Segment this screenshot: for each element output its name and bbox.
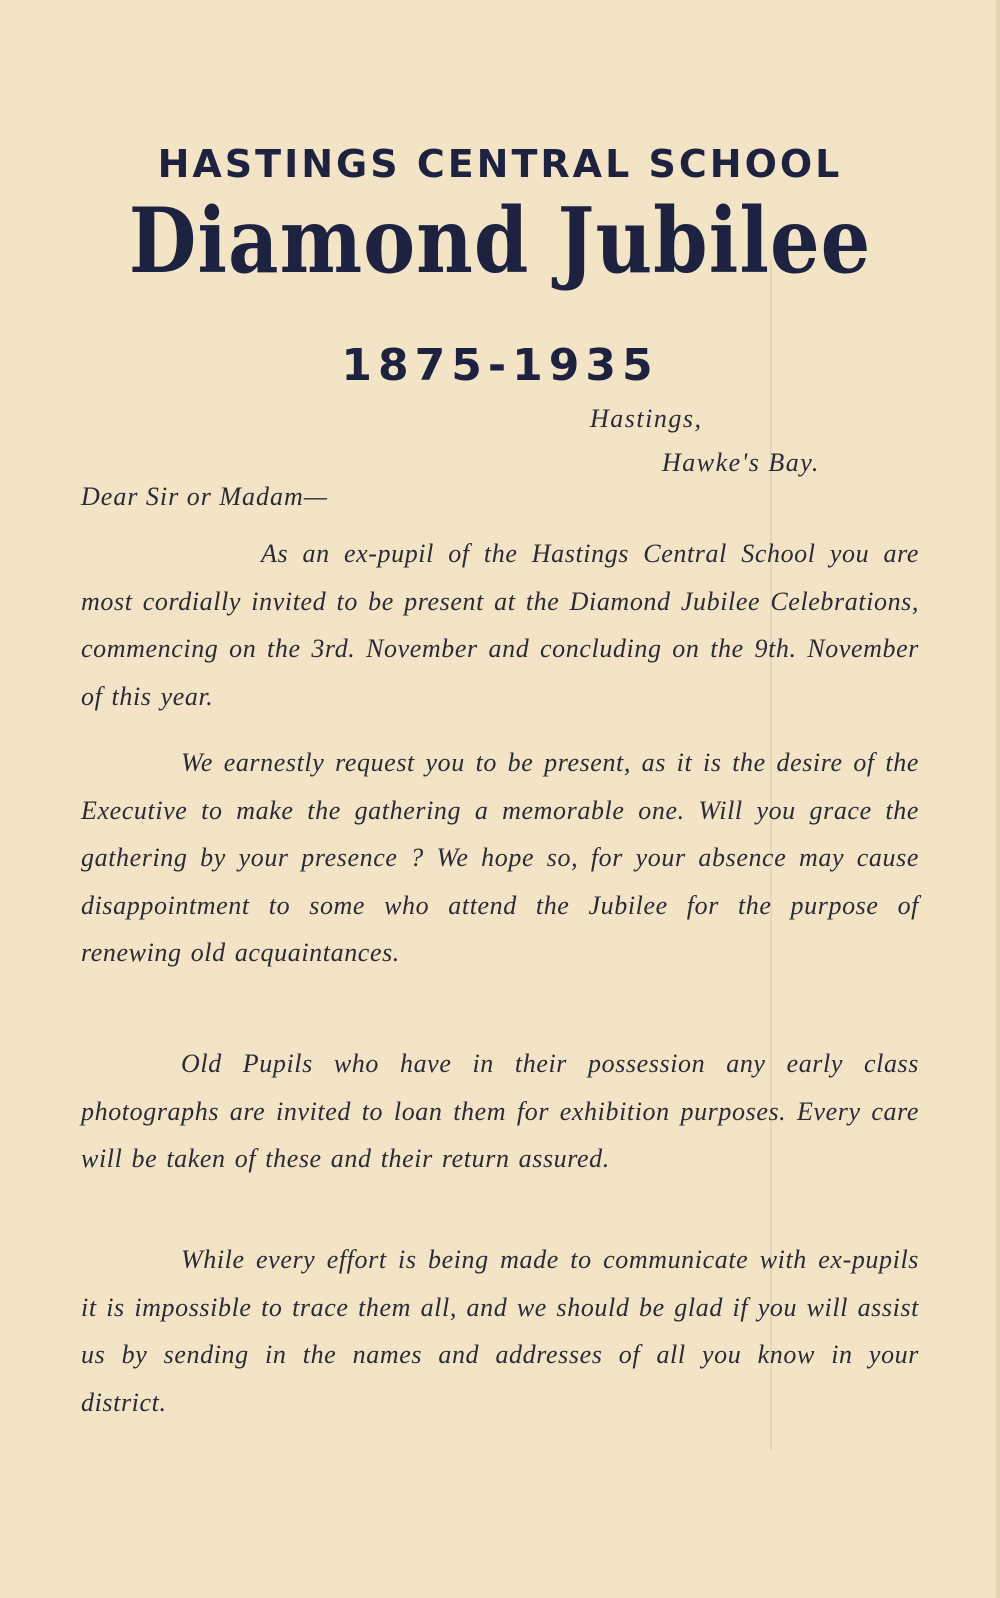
jubilee-years: 1875-1935 <box>341 340 659 391</box>
address-region: Hawke's Bay. <box>662 448 820 477</box>
paragraph-photographs: Old Pupils who have in their possession any early class photographs are invited to loan them for exhibition purposes. Every care will be taken of these and their return assured. <box>81 1049 919 1173</box>
salutation: Dear Sir or Madam— <box>81 482 328 511</box>
paragraph-invitation: As an ex-pupil of the Hastings Central School you are most cordially invited to be present at the Diamond Jubilee Celebrations, commencing on the 3rd. November and concluding on the 9th. November of this year. <box>81 539 919 711</box>
school-name-heading: HASTINGS CENTRAL SCHOOL <box>157 142 843 186</box>
address-town: Hastings, <box>590 404 703 433</box>
paragraph-request: We earnestly request you to be present, as it is the desire of the Executive to make the gathering a memorable one. Will you grace the gathering by your presence ? We hope so, for your absence may cause disappointment to some who attend the Jubilee for the purpose of renewing old acquaintances. <box>81 748 919 967</box>
jubilee-title: Diamond Jubilee <box>128 189 872 294</box>
paragraph-addresses: While every effort is being made to communicate with ex-pupils it is impossible to trace them all, and we should be glad if you will assist us by sending in the names and addresses of all you know in your district. <box>81 1245 919 1417</box>
